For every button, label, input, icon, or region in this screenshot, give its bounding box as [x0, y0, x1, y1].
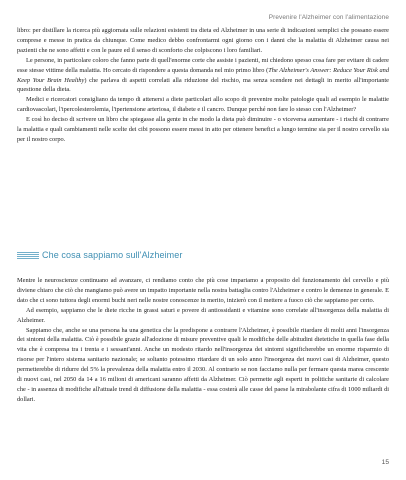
book-title: The Alzheimer's Answer: Reduce Your Risk and Keep Your Brain Healthy	[17, 66, 389, 84]
paragraph-2-end: ) che parlava di aspetti correlati alla riduzione del rischio, ma senza scendere nei dettagli in merito all'importante questione della dieta.	[17, 76, 389, 94]
paragraph-5: Mentre le neuroscienze continuano ad avanzare, ci rendiamo conto che più cose impariamo a proposito del funzionamento del cervello e più diviene chiaro che ciò che mangiamo può avere un impatto importante nella nostra battaglia contro l'Alzheimer e contro le demenze in generale. E dato che ci sono tuttora degli enormi buchi neri nelle nostre conoscenze in merito, inizierò con il mettere a fuoco ciò che sappiamo per certo.	[17, 277, 389, 304]
paragraph-2	[17, 56, 389, 96]
running-header: Prevenire l'Alzheimer con l'alimentazione	[268, 14, 389, 21]
heading-lines-icon	[17, 252, 39, 259]
section-heading	[17, 250, 182, 260]
paragraph-3: Medici e ricercatori consigliano da tempo di attenersi a diete particolari allo scopo di prevenire molte patologie quali ad esempio le malattie cardiovascolari, l'ipercolesterolemia, l'ipertensione arteriosa, il diabete e il cancro. Dunque perché non fare lo stesso con l'Alzheimer?	[17, 96, 389, 114]
body-text-section-2	[17, 276, 389, 405]
paragraph-4: E così ho deciso di scrivere un libro che spiegasse alla gente in che modo la dieta può diminuire - o viceversa aumentare - i rischi di contrarre la malattia e quali cambiamenti nelle scelte dei cibi possono essere messi in atto per ottenere benefici a lungo termine sia per il nostro cervello sia per il nostro corpo.	[17, 116, 389, 143]
page-number: 15	[381, 459, 389, 466]
section-heading-text: Che cosa sappiamo sull'Alzheimer	[42, 250, 183, 260]
paragraph-1: libro: per distillare la ricerca più aggiornata sulle relazioni esistenti tra dieta ed Alzheimer in una serie di indicazioni semplici che possano essere comprese e messe in pratica da chiunque. Come medico debbo confrontarmi ogni giorno con i danni che la malattia di Alzheimer causa nei pazienti che ne sono affetti e con le paure ed il senso di sconforto che colpiscono i loro familiari.	[17, 27, 389, 54]
paragraph-6: Ad esempio, sappiamo che le diete ricche in grassi saturi e povere di antiossidanti e vitamine sono correlate all'insorgenza della malattia di Alzheimer.	[17, 306, 389, 324]
paragraph-2-start: Le persone, in particolare coloro che fanno parte di quell'enorme corte che assiste i pazienti, mi chiedono spesso cosa fare per evitare di cadere esse stesse vittime della malattia. Ho cercato di rispondere a questa domanda nel mio primo libro (	[17, 56, 389, 74]
body-text-section-1	[17, 26, 389, 145]
paragraph-7: Sappiamo che, anche se una persona ha una genetica che la predispone a contrarre l'Alzheimer, è possibile ritardare di molti anni l'insorgenza dei sintomi della malattia. Ciò è possibile grazie all'adozione di misure preventive quali le modifiche delle abitudini dietetiche in quella fase della vita che è compresa tra i trenta e i sessant'anni. Anche un modesto ritardo nell'insorgenza dei sintomi significherebbe un enorme risparmio di risorse per l'intero sistema sanitario nazionale; se soltanto potessimo ritardare di un solo anno l'insorgenza dei nuovi casi di Alzheimer, questo permetterebbe di ridurre del 5% la prevalenza della malattia entro il 2030. Al contrario se non facciamo nulla per fermare questa marea crescente di nuovi casi, nel 2050 da 14 a 16 milioni di americani saranno affetti da Alzheimer. Ciò permette agli esperti in politiche sanitarie di calcolare che - in assenza di modifiche all'attuale trend di diffusione della malattia - essa costerà alle casse del paese la mirabolante cifra di 1000 miliardi di dollari.	[17, 326, 389, 403]
